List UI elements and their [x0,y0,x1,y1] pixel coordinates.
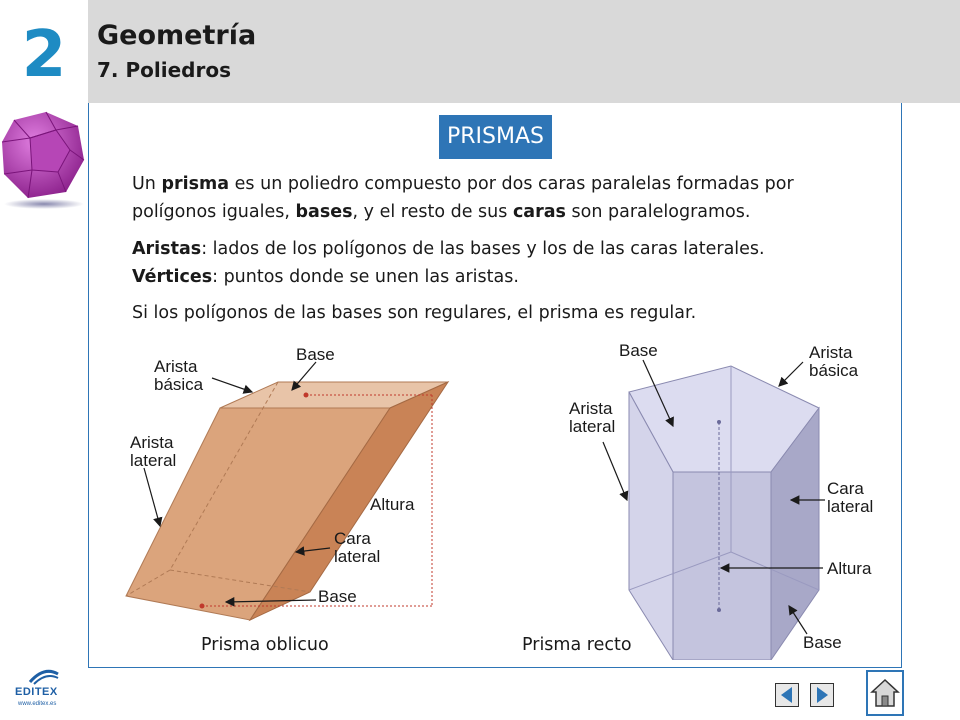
label-cara-lateral-2: lateral [827,497,874,516]
caption-right: Prisma recto [522,635,632,655]
label-cara-lateral-1: Cara [334,529,371,548]
chapter-number: 2 [21,18,67,92]
header-bar [88,0,960,103]
label-base-top: Base [619,341,658,360]
editex-logo-icon [26,668,62,686]
label-base-bottom: Base [318,587,357,606]
triangle-left-icon [776,684,798,706]
label-base-bottom: Base [803,633,842,652]
label-arista-basica-2: básica [154,375,204,394]
logo-text: EDITEX [15,686,58,698]
label-base-top: Base [296,345,335,364]
oblique-prism-figure [120,340,450,630]
logo-url: www.editex.es [18,701,57,707]
label-arista-basica-1: Arista [809,343,853,362]
definition-paragraph: Un prisma es un poliedro compuesto por dos caras paralelas formadas por polígonos iguales, bases, y el resto de sus caras son paralelogramos. [132,174,794,222]
label-arista-lateral-2: lateral [569,417,616,436]
label-cara-lateral-1: Cara [827,479,864,498]
section-badge: PRISMAS [439,115,552,159]
dodecahedron-icon [0,108,88,214]
right-prism-figure [565,338,885,660]
caption-oblique: Prisma oblicuo [201,635,329,655]
label-altura: Altura [370,495,415,514]
label-altura: Altura [827,559,872,578]
label-arista-lateral-1: Arista [569,399,613,418]
house-icon [868,672,902,714]
page-title: Geometría [97,20,257,51]
home-button[interactable] [866,670,904,716]
chapter-box [0,0,88,103]
vertices-paragraph: Vértices: puntos donde se unen las aristas. [132,267,519,287]
label-arista-basica-1: Arista [154,357,198,376]
triangle-right-icon [811,684,833,706]
label-arista-basica-2: básica [809,361,859,380]
aristas-paragraph: Aristas: lados de los polígonos de las bases y los de las caras laterales. [132,239,765,259]
label-cara-lateral-2: lateral [334,547,381,566]
next-button[interactable] [810,683,834,707]
regular-paragraph: Si los polígonos de las bases son regulares, el prisma es regular. [132,303,697,323]
prev-button[interactable] [775,683,799,707]
page-subtitle: 7. Poliedros [97,58,231,82]
label-arista-lateral-1: Arista [130,433,174,452]
label-arista-lateral-2: lateral [130,451,177,470]
